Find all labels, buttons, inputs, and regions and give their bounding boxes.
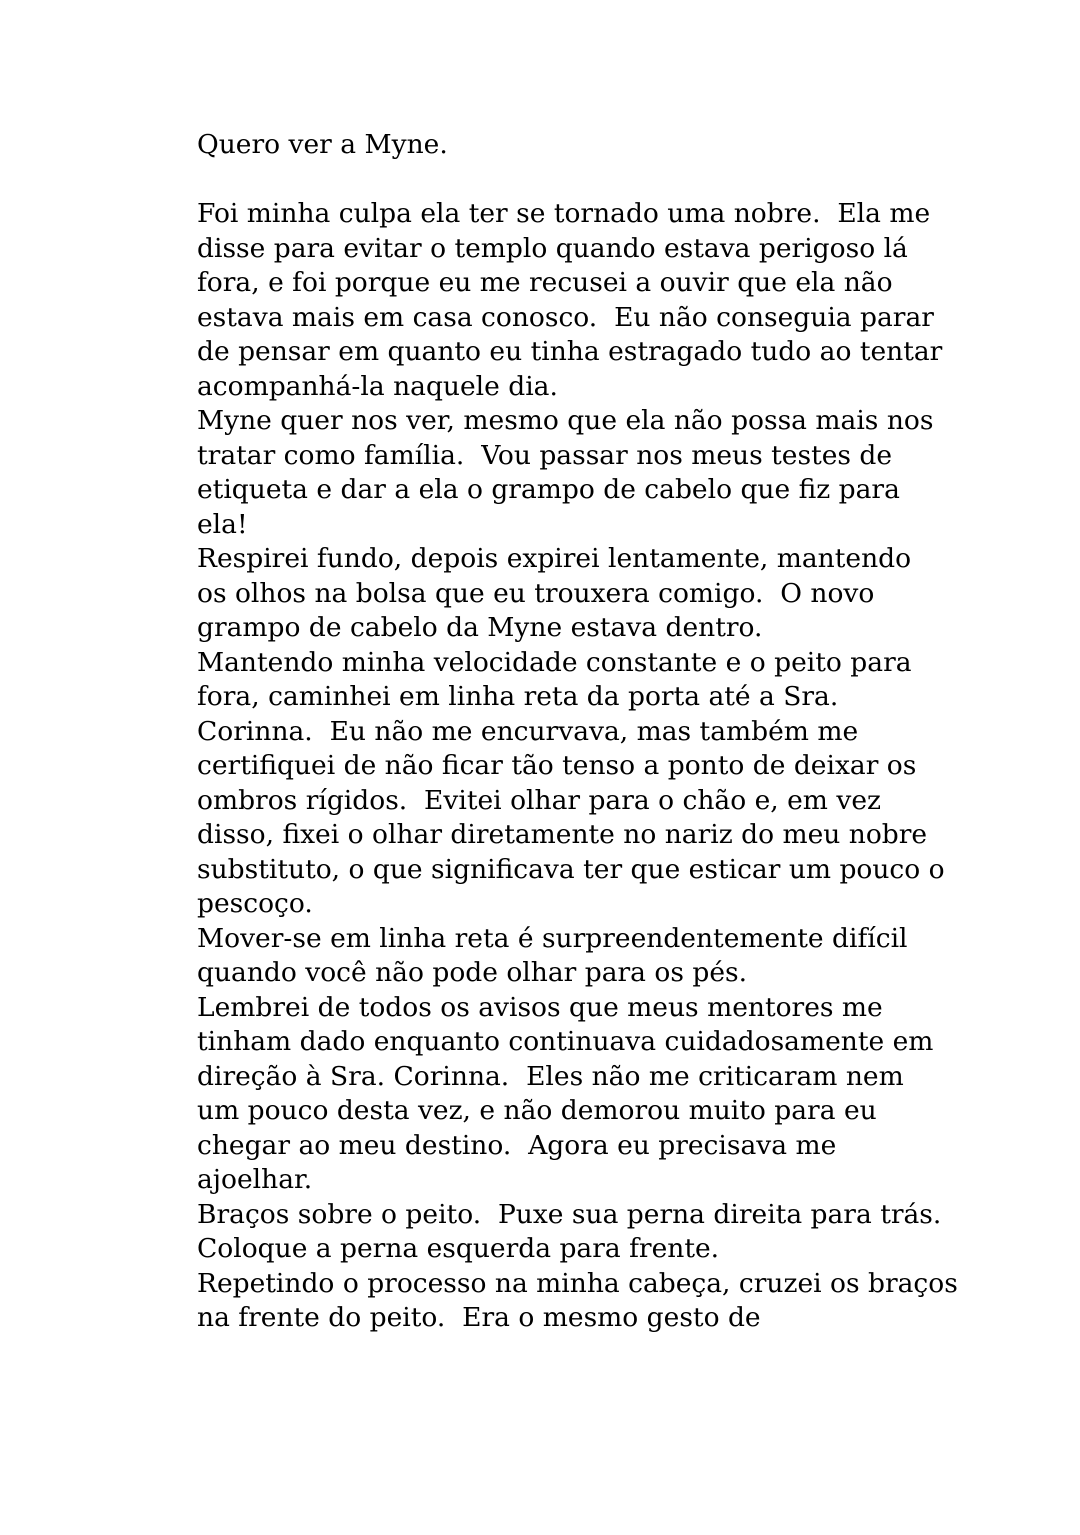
text-line: disse para evitar o templo quando estava perigoso lá bbox=[197, 232, 908, 264]
text-line: ajoelhar. bbox=[197, 1164, 313, 1195]
text-line: de pensar em quanto eu tinha estragado tudo ao tentar bbox=[197, 336, 943, 367]
text-line: chegar ao meu destino. Agora eu precisava me bbox=[197, 1129, 837, 1161]
text-line: pescoço. bbox=[197, 888, 313, 919]
text-line: Foi minha culpa ela ter se tornado uma nobre. Ela me bbox=[197, 198, 931, 229]
text-line: fora, e foi porque eu me recusei a ouvir que ela não bbox=[197, 267, 893, 298]
text-line: ombros rígidos. Evitei olhar para o chão e, em vez bbox=[197, 784, 881, 816]
text-line: Mantendo minha velocidade constante e o peito para bbox=[197, 646, 912, 678]
text-line: Lembrei de todos os avisos que meus mentores me bbox=[197, 991, 883, 1023]
blank-line bbox=[197, 163, 957, 198]
text-line: certifiquei de não ficar tão tenso a ponto de deixar os bbox=[197, 750, 917, 781]
text-line: Coloque a perna esquerda para frente. bbox=[197, 1233, 720, 1264]
text-line: acompanhá-la naquele dia. bbox=[197, 370, 558, 402]
text-line: Repetindo o processo na minha cabeça, cruzei os braços bbox=[197, 1267, 958, 1299]
text-line: quando você não pode olhar para os pés. bbox=[197, 957, 748, 988]
text-line: na frente do peito. Era o mesmo gesto de bbox=[197, 1302, 761, 1333]
text-line: Braços sobre o peito. Puxe sua perna direita para trás. bbox=[197, 1198, 942, 1230]
text-line: direção à Sra. Corinna. Eles não me criticaram nem bbox=[197, 1060, 904, 1092]
text-line: disso, fixei o olhar diretamente no nariz do meu nobre bbox=[197, 819, 928, 850]
body-text bbox=[197, 128, 957, 1336]
text-line: grampo de cabelo da Myne estava dentro. bbox=[197, 612, 763, 643]
text-line: fora, caminhei em linha reta da porta até a Sra. bbox=[197, 681, 839, 712]
text-line: ela! bbox=[197, 508, 248, 540]
text-line: Quero ver a Myne. bbox=[197, 129, 448, 160]
text-line: Corinna. Eu não me encurvava, mas também me bbox=[197, 715, 859, 747]
text-line: Respirei fundo, depois expirei lentamente, mantendo bbox=[197, 543, 912, 574]
text-line: Myne quer nos ver, mesmo que ela não possa mais nos bbox=[197, 405, 934, 436]
text-line: os olhos na bolsa que eu trouxera comigo. O novo bbox=[197, 577, 875, 609]
text-line: tratar como família. Vou passar nos meus testes de bbox=[197, 439, 893, 471]
text-line: um pouco desta vez, e não demorou muito para eu bbox=[197, 1095, 877, 1126]
text-line: etiqueta e dar a ela o grampo de cabelo que fiz para bbox=[197, 474, 900, 505]
text-line: tinham dado enquanto continuava cuidadosamente em bbox=[197, 1026, 934, 1057]
text-line: substituto, o que significava ter que esticar um pouco o bbox=[197, 853, 945, 885]
text-line: Mover-se em linha reta é surpreendentemente difícil bbox=[197, 922, 908, 954]
text-line: estava mais em casa conosco. Eu não conseguia parar bbox=[197, 301, 934, 333]
